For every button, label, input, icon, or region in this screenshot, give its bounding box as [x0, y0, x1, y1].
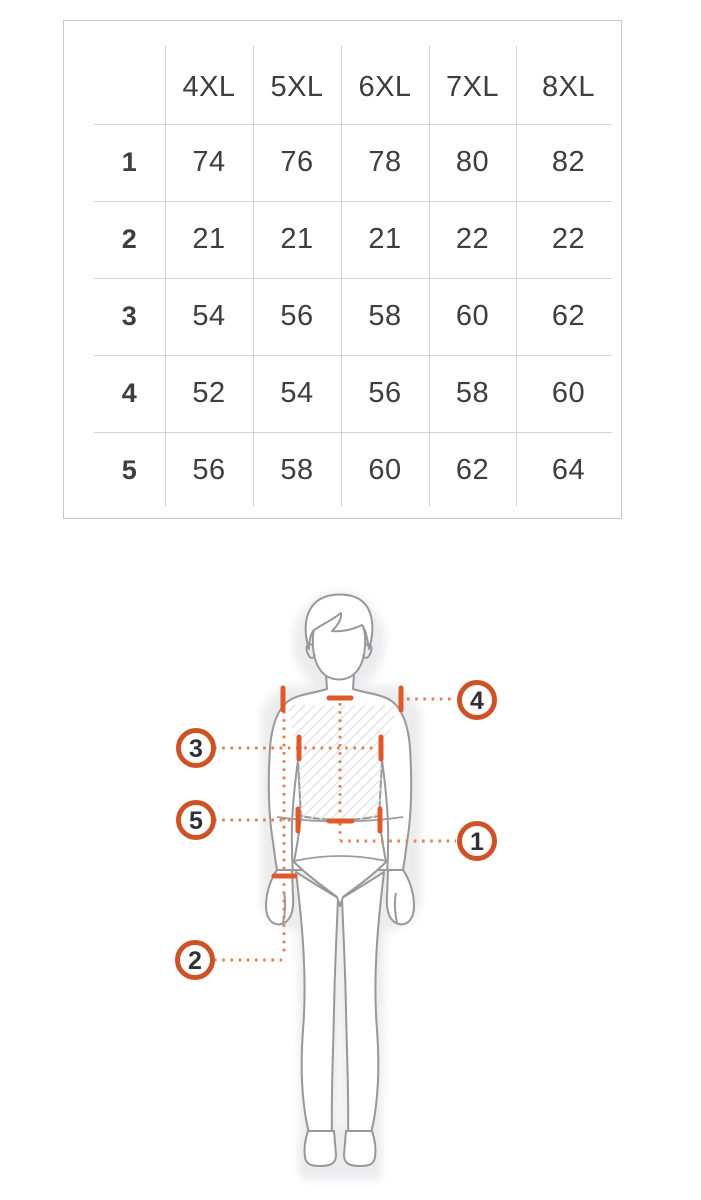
- size-value: 58: [455, 377, 490, 409]
- size-value: 58: [280, 454, 314, 486]
- measure-row-label: 1: [121, 147, 138, 177]
- size-value: 56: [280, 300, 314, 332]
- size-value: 21: [280, 223, 314, 255]
- size-value: 58: [368, 300, 402, 332]
- size-value: 56: [192, 454, 226, 486]
- size-value: 78: [368, 146, 402, 178]
- measure-row-label: 2: [121, 224, 138, 254]
- size-table-panel: [63, 20, 622, 519]
- size-value: 64: [551, 454, 586, 486]
- size-value: 60: [368, 454, 402, 486]
- table-grid-vline: [341, 46, 342, 506]
- size-table: [64, 21, 621, 518]
- size-value: 22: [551, 223, 586, 255]
- marker-label-2: 2: [188, 947, 202, 975]
- table-grid-hline: [94, 278, 612, 279]
- size-column-header: 5XL: [270, 71, 324, 103]
- size-value: 22: [455, 223, 490, 255]
- marker-label-5: 5: [189, 807, 203, 835]
- size-column-header: 8XL: [541, 71, 596, 103]
- size-value: 54: [280, 377, 314, 409]
- measure-row-label: 5: [121, 455, 138, 485]
- table-grid-vline: [253, 46, 254, 506]
- marker-label-4: 4: [470, 687, 484, 715]
- size-value: 60: [551, 377, 586, 409]
- marker-label-3: 3: [189, 735, 203, 763]
- size-value: 76: [280, 146, 314, 178]
- table-grid-hline: [94, 124, 612, 125]
- table-grid-vline: [429, 46, 430, 506]
- size-value: 52: [192, 377, 226, 409]
- size-value: 21: [192, 223, 226, 255]
- table-grid-hline: [94, 201, 612, 202]
- table-grid-vline: [165, 46, 166, 506]
- size-value: 74: [192, 146, 226, 178]
- size-value: 56: [368, 377, 402, 409]
- size-value: 80: [455, 146, 490, 178]
- size-value: 62: [455, 454, 490, 486]
- right-foot: [344, 1131, 375, 1166]
- size-value: 21: [368, 223, 402, 255]
- size-column-header: 4XL: [182, 71, 236, 103]
- size-value: 62: [551, 300, 586, 332]
- size-value: 54: [192, 300, 226, 332]
- size-column-header: 6XL: [358, 71, 412, 103]
- marker-label-1: 1: [470, 828, 484, 856]
- table-grid-hline: [94, 355, 612, 356]
- table-grid-hline: [94, 432, 612, 433]
- size-value: 82: [551, 146, 586, 178]
- size-value: 60: [455, 300, 490, 332]
- measure-row-label: 3: [121, 301, 138, 331]
- size-column-header: 7XL: [445, 71, 500, 103]
- table-grid-vline: [516, 46, 517, 506]
- measure-row-label: 4: [121, 378, 138, 408]
- left-foot: [305, 1131, 336, 1166]
